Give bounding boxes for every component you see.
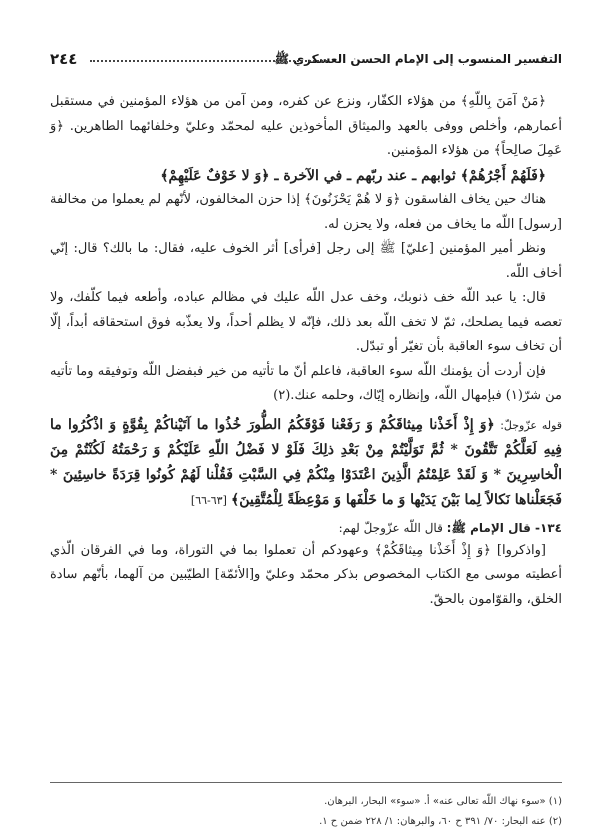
paragraph-6: فإن أردت أن يؤمنك اللّه سوء العاقبة، فاعلم أنّ ما تأتيه من خير فبفضل اللّه وتوفيقه وما تأتيه من شرّ(١) فبإمهال اللّه، وإنظاره إيّاك، وحلمه عنك.(٢) <box>50 363 562 403</box>
section-heading-rest: قال اللّه عزّوجلّ لهم: <box>338 520 443 535</box>
quran-passage <box>50 413 562 513</box>
footnote-1: (١) «سوء نهاك اللّه تعالى عنه» أ. «سوء» البحار، البرهان. <box>324 796 562 807</box>
page-number: ٢٤٤ <box>50 50 78 68</box>
running-header <box>50 50 562 76</box>
paragraph-7: [واذكروا] ﴿وَ إِذْ أَخَذْنا مِيثاقَكُمْ﴾ وعهودكم أن تعملوا بما في التوراة، وما في الفرقان الّذي أعطيته موسى مع الكتاب المخصوص بذكر محمّد وعليّ و[الأئمّة] الطيّبين من آلهما، بأنّهم سادة الخلق، والقوّامون بالحقّ. <box>50 542 562 607</box>
section-number: ١٣٤- قال الإمام ﷺ: <box>446 520 562 535</box>
book-title: التفسير المنسوب إلى الإمام الحسن العسكري ﷺ <box>274 52 562 66</box>
quran-lead: قوله عزّوجلّ: <box>500 418 563 432</box>
header-dotted-rule <box>90 60 327 62</box>
paragraph-2-verse: ﴿فَلَهُمْ أَجْرُهُمْ﴾ ثوابهم ـ عند ربّهم ـ في الآخرة ـ ﴿وَ لا خَوْفٌ عَلَيْهِمْ﴾ <box>160 167 546 184</box>
body-text <box>50 90 562 612</box>
paragraph-1: ﴿مَنْ آمَنَ بِاللّهِ﴾ من هؤلاء الكفّار، ونزع عن كفره، ومن آمن من هؤلاء المؤمنين في مستقبل أعمارهم، وأخلص ووفى بالعهد والميثاق المأخوذين عليه لمحمّد وعليّ وخلفائهما الطاهرين. ﴿وَ عَمِلَ صالِحاً﴾ من هؤلاء المؤمنين. <box>50 94 562 158</box>
footnotes <box>50 792 562 832</box>
paragraph-5: قال: يا عبد اللّه خف ذنوبك، وخف عدل اللّه عليك في مظالم عباده، وأطعه فيما كلّفك، ولا تعصه فيما يصلحك، ثمّ لا تخف اللّه بعد ذلك، فإنّه لا يظلم أحداً، ولا يعذّبه فوق استحقاقه أبداً، إلّا أن تخاف سوء العاقبة بأن تغيّر أو تبدّل. <box>50 290 562 354</box>
paragraph-3: هناك حين يخاف الفاسقون ﴿وَ لا هُمْ يَحْزَنُونَ﴾ إذا حزن المخالفون، لأنّهم لم يعملوا من مخالفة [رسول] اللّه ما يخاف من فعله، ولا يحزن له. <box>50 192 562 232</box>
quran-reference: [٦٣-٦٦] <box>190 493 227 507</box>
book-page <box>50 40 563 827</box>
footnote-divider <box>50 782 562 783</box>
footnote-2: (٢) عنه البحار: ٧٠/ ٣٩١ ح ٦٠، والبرهان: ١/ ٢٢٨ ضمن ح ١. <box>319 816 562 827</box>
section-heading <box>50 517 562 539</box>
quran-text: ﴿وَ إِذْ أَخَذْنا مِيثاقَكُمْ وَ رَفَعْنا فَوْقَكُمُ الطُّورَ خُذُوا ما آتَيْناكُمْ بِقُوَّةٍ وَ اذْكُرُوا ما فِيهِ لَعَلَّكُمْ تَتَّقُونَ * ثُمَّ تَوَلَّيْتُمْ مِنْ بَعْدِ ذلِكَ فَلَوْ لا فَضْلُ اللّهِ عَلَيْكُمْ وَ رَحْمَتُهُ لَكُنْتُمْ مِنَ الْخاسِرِينَ * وَ لَقَدْ عَلِمْتُمُ الَّذِينَ اعْتَدَوْا مِنْكُمْ فِي السَّبْتِ فَقُلْنا لَهُمْ كُونُوا قِرَدَةً خاسِئِينَ * فَجَعَلْناها نَكالاً لِما بَيْنَ يَدَيْها وَ ما خَلْفَها وَ مَوْعِظَةً لِلْمُتَّقِينَ﴾ <box>50 416 562 508</box>
paragraph-4: ونظر أمير المؤمنين [عليّ] ﷺ إلى رجل [فرأى] أثر الخوف عليه، فقال: ما بالك؟ قال: إنّي أخاف اللّه. <box>50 241 562 281</box>
